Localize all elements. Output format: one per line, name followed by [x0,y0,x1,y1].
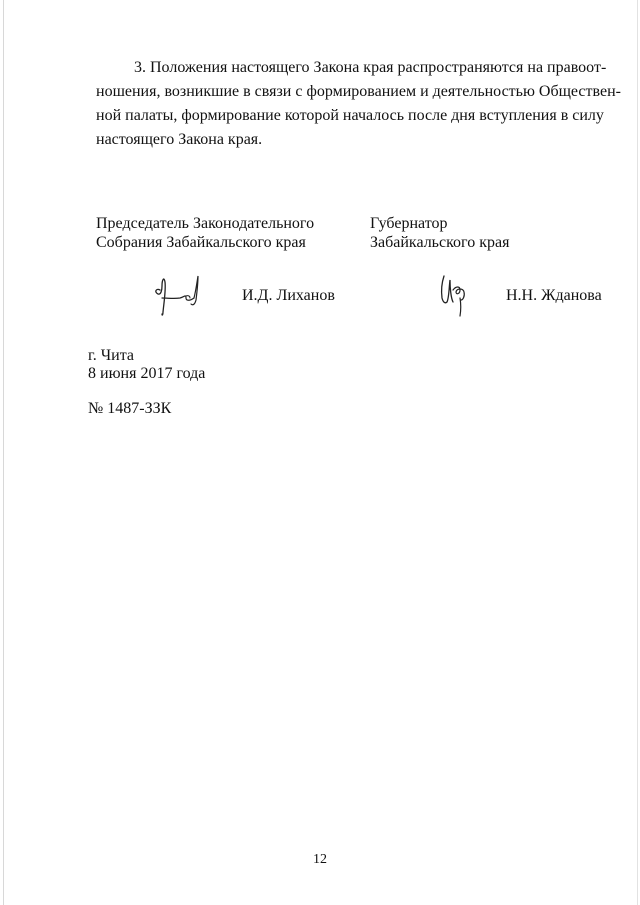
place-and-date [88,347,205,383]
governor-title [370,214,509,252]
paragraph-line-1: 3. Положения настоящего Закона края распространяются на правоот- [134,59,607,76]
law-paragraph-3 [96,56,621,152]
paragraph-line-3: ной палаты, формирование которой началось после дня вступления в силу [96,107,604,124]
governor-name: Н.Н. Жданова [506,287,602,304]
governor-title-line-1: Губернатор [370,215,448,232]
chairman-signature [150,268,208,318]
chairman-title-line-2: Собрания Забайкальского края [96,234,306,251]
document-number: № 1487-ЗЗК [88,400,172,417]
chairman-title-line-1: Председатель Законодательного [96,215,315,232]
date: 8 июня 2017 года [88,365,206,382]
chairman-title [96,214,314,252]
chairman-name: И.Д. Лиханов [242,287,335,304]
scan-edge-right [637,0,638,905]
paragraph-line-4: настоящего Закона края. [96,131,263,148]
governor-signature [436,268,472,318]
governor-title-line-2: Забайкальского края [370,234,510,251]
page-number: 12 [313,852,327,867]
paragraph-line-2: ношения, возникшие в связи с формированием и деятельностью Обществен- [96,83,621,100]
place: г. Чита [88,347,135,364]
scan-edge-left [3,0,4,905]
